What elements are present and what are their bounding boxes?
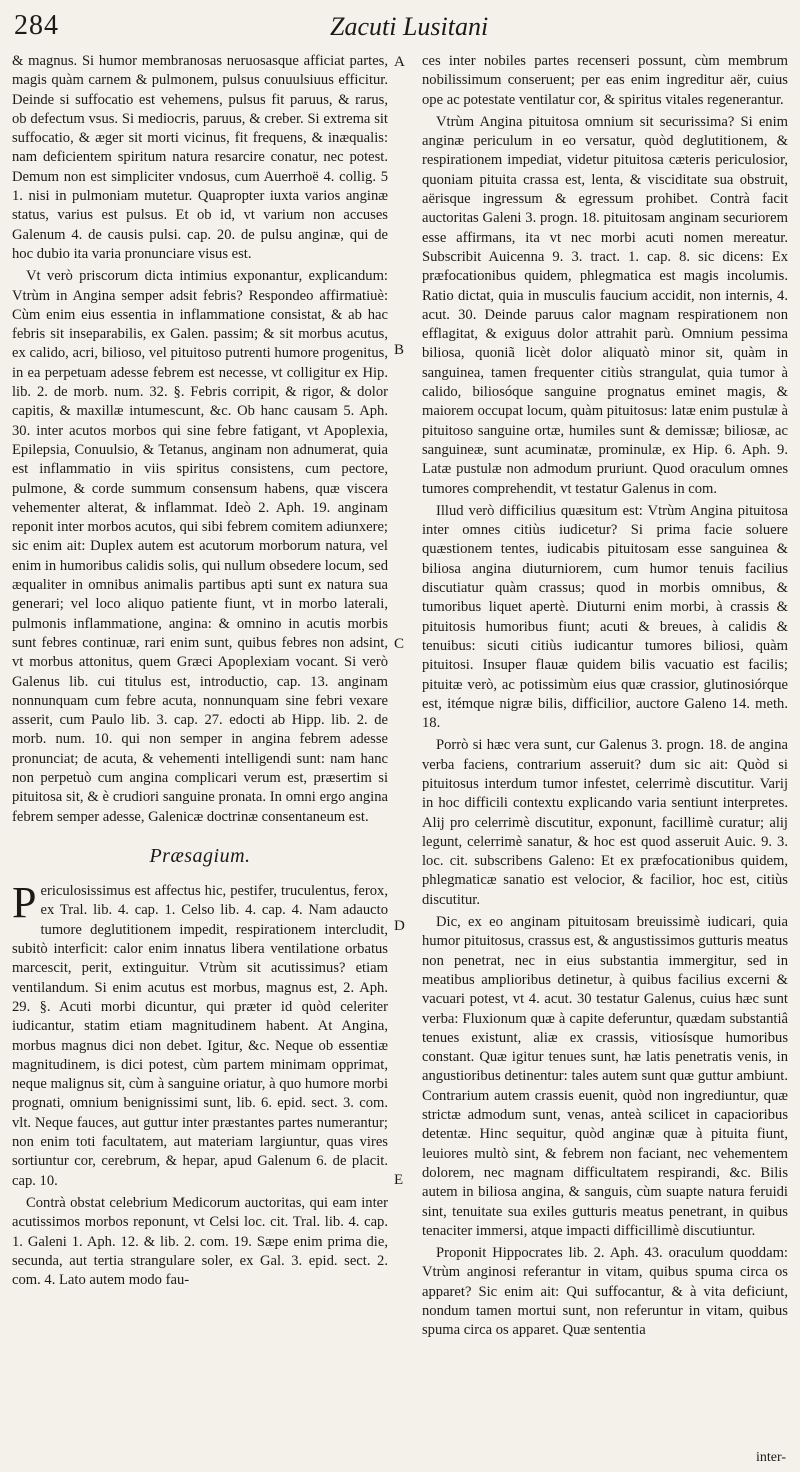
paragraph: Dic, ex eo anginam pituitosam breuissimè iudicari, quia humor pituitosus, crassus est, & angustissimos gutturis meatus non penetrat, nec in eius substantia immergitur, sed in meatibus amplioribus detinetur, à quibus facilius excerni & vacuari potest, vt 4. acut. 30 testatur Galenus, cuius hæc sunt verba: Fluxionum quæ à capite deferuntur, quædam substantiâ tenues existunt, aliæ ex crassis, vitiosísque humoribus constant. Quæ igitur tenues sunt, hæ latis penetratis venis, in angustioribus detinentur: tales autem sunt quæ guttur ambiunt. Contrarium autem crassis euenit, quòd non ingrediuntur, quæ strictæ admodum sunt, venas, anteà scilicet in capacioribus detentæ. Hinc sequitur, quòd anginæ quæ à pituita fiunt, leuiores multò sint, & febrem non faciant, nec vehementem dolorem, nec magnam difficultatem respirandi, &c. Bilis autem in biliosa angina, & sanguis, cùm suapte natura feruidi sint, tenuitate sua exiles gutturis meatus penetrant, in quibus tenaciter immersi, atque impacti difficillimè discutiuntur. [422, 914, 788, 1239]
drop-capital: P [12, 878, 37, 928]
running-header [0, 8, 800, 48]
paragraph: Porrò si hæc vera sunt, cur Galenus 3. progn. 18. de angina verba faciens, contrarium asseruit? dum sic ait: Quòd si pituitosus interdum tumor infestet, celerrimè discutitur. Varij in hoc difficili contextu explicando varia sentiunt interpretes. Alij pro celerrimè discutitur, exponunt, facillimè curatur; alij legunt, celerrimè sanatur, & hoc est quod asseruit Auic. 9. 3. loc. cit. subscribens Galeno: Et ex præfocationibus quidem, phlegmaticæ sanatio est velocior, & facilior, hoc est, citiùs discutitur. [422, 737, 788, 908]
paragraph [12, 878, 388, 1191]
running-title: Zacuti Lusitani [330, 12, 489, 41]
section-heading: Præsagium. [149, 844, 251, 867]
paragraph: Vtrùm Angina pituitosa omnium sit securissima? Si enim anginæ periculum in eo versatur, quòd deglutitionem, & respirationem impediat, videtur pituitosa cæteris periculosior, quoniam pituita crassa est, lenta, & visciditate sua obstruit, aërisque ingressum & egressum prohibet. Contrà facit auctoritas Galeni 3. progn. 18. pituitosam anginam securiorem esse affirmans, ita vt nec morbi acuti nomen mereatur. Subscribit Auicenna 9. 3. tract. 1. cap. 8. sic dicens: Ex præfocationibus quidem, phlegmatica est magis incolumis. Ratio dictat, quia in musculis faucium accidit, non internis, 4. acut. 30. Deinde paruus calor magnam respirationem non efflagitat, & exiguus dolor attrahit parù. Omnium pessima biliosa, quoniã licèt dolor aliquatò minor sit, quàm in sanguinea, tamen frequenter citiùs strangulat, quia tumor à calido, biliosóque sanguine prognatus eminet magis, & maiorem occupat locum, quàm pituitosus: latæ enim pustulæ à pituitoso sanguine ortæ, humiles sunt & demissæ; biliosæ, ac sanguineæ, sunt acuminatæ, prominulæ, ex Hip. 6. Aph. 9. Latæ pustulæ non admodum pruriunt. Quod oraculum omnes tumores comprehendit, vt testatur Galenus in com. [422, 113, 788, 497]
catchword: inter- [755, 1450, 786, 1465]
right-column [422, 52, 788, 1450]
paragraph: Contrà obstat celebrium Medicorum auctoritas, qui eam inter acutissimos morbos reponunt, vt Celsi loc. cit. Tral. lib. 4. cap. 1. Galeni 1. Aph. 12. & lib. 2. com. 19. Sæpe enim prima die, secunda, aut tertia strangulare soler, ex Gal. 3. epid. sect. 2. com. 4. Lato autem modo fau- [12, 1194, 388, 1289]
paragraph: & magnus. Si humor membranosas neruosasque afficiat partes, magis quàm carnem & pulmonem, pulsus conuulsiuus efficitur. Deinde si suffocatio est vehemens, pulsus fit paruus, & rarus, ob defectum vsus. Si mediocris, paruus, & creber. Si extrema sit suffocatio, & æger sit morti vicinus, fit frequens, & inæqualis: nam deficientem spiritum natura resarcire conatur, nec potest. Demum non est simpliciter vndosus, cum Auerrhoë 4. collig. 5 1. nisi in pulmoniam mutetur. Quapropter iuxta varios anginæ status, varius est pulsus. Et ob id, vt varium non accuses Galenum 4. de causis pulsi. cap. 20. de pulsu anginæ, qui de hoc dubio ita varia pronunciare visus est. [12, 53, 388, 262]
paragraph: ces inter nobiles partes recenseri possunt, cùm membrum nobilissimum conseruent; per eas enim ingreditur aër, cuius ope ac potestate ventilatur cor, & spiritus vitales regenerantur. [422, 53, 788, 108]
paragraph: Vt verò priscorum dicta intimius exponantur, explicandum: Vtrùm in Angina semper adsit febris? Respondeo affirmatiuè: Cùm enim eius essentia in inflammatione consistat, & ab hac febris sit inseparabilis, ex Galen. passim; & sit morbus acutus, ex calido, acri, bilioso, vel pituitoso putrenti humore progenitus, in ea perpetuam adesse febrem est necesse, vt colligitur ex Hip. lib. 2. de morb. num. 32. §. Febris corripit, & rigor, & dolor capitis, & maxillæ intumescunt, &c. Ob hanc causam 5. Aph. 30. inter acutos morbos qui sine febre fatigant, vt Apoplexia, Epilepsia, Conuulsio, & Tetanus, anginam non adnumerat, quia est inflammatio in viis spiritus consistens, cum pectore, pulmone, & corde summum consensum habens, quæ viscera vehementer alterat, & inflammat. Ideò 2. Aph. 19. anginam reponit inter morbos acutos, qui sibi febrem comitem adiunxere; sic enim ait: Duplex autem est acutorum morborum natura, vel enim in humoribus calidis solis, qui nullum obsedere locum, sed æqualiter in omnibus animalis partibus apti sunt ex natura sua generari; vel loco aliquo patiente fiunt, vt in morbo laterali, pulmonis inflammatione, angina: & omnino in acutis morbis sunt febres continuæ, rari enim sunt, quibus febres non adsint, vt morbus attonitus, quem Græci Apoplexiam vocant. Si verò Galenus lib. cui titulus est, introductio, cap. 13. anginam nonnunquam cum febre acuta, nonnunquam sine febri vexare asserit, cum Paulo lib. 3. cap. 27. edocti ab Hipp. lib. 2. de morb. num. 10. qui non semper in angina febrem adesse pronunciat; de acuta, & vehementi intelligendi sunt: nam hanc non perpetuò cum angina complicari verum est, præsertim si pituitosa sit, & è crudiori sanguine pronata. In omni ergo angina febrem semper adesse, Galenicæ doctrinæ consentaneum est. [12, 268, 388, 825]
margin-letter-e: E [394, 1172, 404, 1188]
margin-letter-d: D [394, 918, 405, 934]
margin-letter-b: B [394, 342, 405, 358]
paragraph: Proponit Hippocrates lib. 2. Aph. 43. oraculum quoddam: Vtrùm anginosi referantur in vitam, quibus spuma circa os apparet? Sic enim ait: Qui suffocantur, & à vita deficiunt, nondum tamen mortui sunt, non referuntur in vitam, quibus spuma circa os apparet. Quæ sententia [422, 1245, 788, 1339]
margin-letter-c: C [394, 636, 405, 652]
paragraph-text: ericulosissimus est affectus hic, pestifer, truculentus, ferox, ex Tral. lib. 4. cap. 1. Celso lib. 4. cap. 4. Nam adaucto tumore deglutitionem impedit, respirationem intercludit, subitò interficit: calor enim innatus libera ventilatione orbatus marcescit, perit, extinguitur. Vtrùm sit acutissimus? etiam ventilandum. Si enim acutus est morbus, magnus est, 2. Aph. 29. §. Acuti morbi dicuntur, qui præter id quòd celeriter iudicantur, statim etiam magnitudinem habent. At Angina, morbus magnus dici non debet. Igitur, &c. Neque ob essentiæ magnitudinem, is dici potest, cùm partem minimam opprimat, neque malignus sit, cùm à sanguine oriatur, à quo humore morbi prognati, omnium benignissimi sunt, lib. 6. epid. sect. 3. com. vlt. Neque fauces, aut guttur inter præstantes partes numerantur; non enim toti facultatem, aut materiam largiuntur, quas vires sortiuntur cor, cerebrum, & hepar, apud Galenum 6. de placit. cap. 10. [12, 883, 388, 1189]
page-number: 284 [14, 10, 59, 41]
margin-letter-a: A [394, 54, 405, 70]
paragraph: Illud verò difficilius quæsitum est: Vtrùm Angina pituitosa inter omnes citiùs iudicetur? Si prima facie soluere quæstionem tentes, iudicabis pituitosam esse sanguinea & biliosa angina diuturniorem, cum humor tenuis facilius discutiatur quàm crassus; quod in morbis omnibus, & tumoribus liquet apertè. Diuturni enim morbi, à crassis & pituitosis humoribus fiunt; acuti & breues, à calidis & tenuibus: sicuti citiùs iudicantur tumores biliosi, quàm pituitosi. Insuper flauæ quidem bilis vacuatio est facilis; pituitæ verò, ac potissimùm eius quæ crassior, glutinosiórque est, itémque nigræ bilis, difficilior, auctore Galeno 14. meth. 18. [422, 502, 788, 732]
left-column [12, 52, 388, 1464]
